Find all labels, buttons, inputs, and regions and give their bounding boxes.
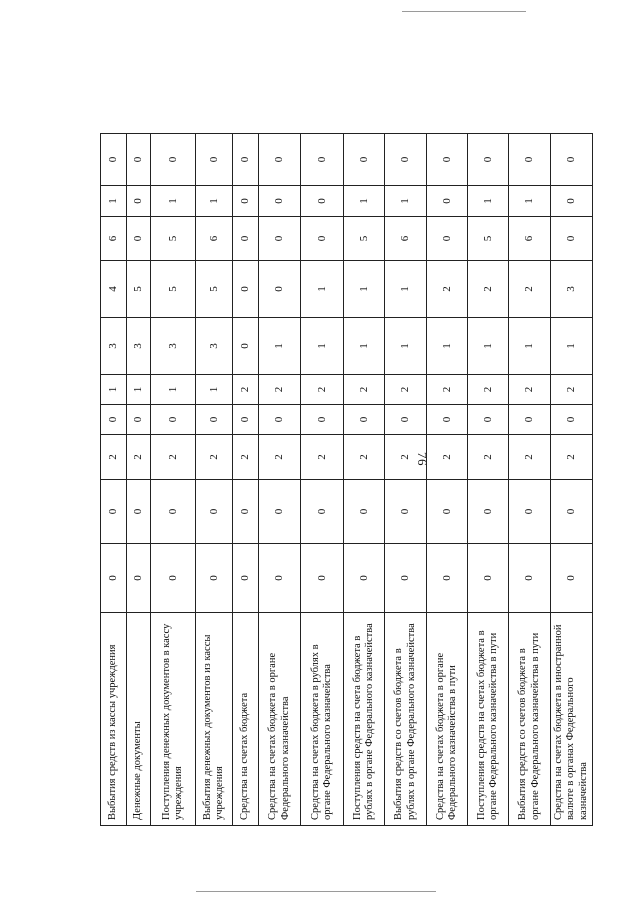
code-digit-cell: 1 — [509, 318, 551, 375]
row-label: Средства на счетах бюджета в органе Федерального казначейства в пути — [427, 613, 468, 826]
code-digit-cell: 0 — [551, 217, 593, 261]
scan-edge-bottom — [196, 891, 436, 892]
code-digit-cell: 2 — [301, 375, 344, 405]
code-digit-cell: 0 — [427, 217, 468, 261]
code-digit-cell: 0 — [551, 544, 593, 613]
code-digit-cell: 2 — [301, 435, 344, 480]
code-digit-cell: 0 — [385, 544, 427, 613]
code-digit-cell: 0 — [233, 544, 259, 613]
code-digit-cell: 0 — [259, 544, 301, 613]
row-label: Поступления средств на счета бюджета в рублях в органе Федерального казначейства — [344, 613, 385, 826]
code-digit-cell: 0 — [344, 134, 385, 186]
code-digit-cell: 2 — [344, 375, 385, 405]
code-digit-cell: 1 — [385, 261, 427, 318]
table-row — [385, 134, 427, 826]
code-digit-cell: 6 — [385, 217, 427, 261]
code-digit-cell: 0 — [259, 480, 301, 544]
code-digit-cell: 0 — [151, 544, 196, 613]
code-digit-cell: 0 — [259, 186, 301, 217]
code-digit-cell: 6 — [101, 217, 127, 261]
code-digit-cell: 0 — [259, 405, 301, 435]
row-label: Денежные документы — [127, 613, 151, 826]
code-digit-cell: 0 — [127, 217, 151, 261]
code-digit-cell: 1 — [385, 186, 427, 217]
code-digit-cell: 0 — [233, 318, 259, 375]
code-digit-cell: 0 — [127, 134, 151, 186]
code-digit-cell: 0 — [259, 134, 301, 186]
code-digit-cell: 0 — [101, 134, 127, 186]
code-digit-cell: 2 — [509, 435, 551, 480]
code-digit-cell: 0 — [127, 405, 151, 435]
row-label: Выбытия средств со счетов бюджета в рублях в органе Федерального казначейства — [385, 613, 427, 826]
code-digit-cell: 1 — [127, 375, 151, 405]
code-digit-cell: 1 — [101, 375, 127, 405]
code-digit-cell: 2 — [385, 375, 427, 405]
code-digit-cell: 1 — [301, 318, 344, 375]
code-digit-cell: 0 — [385, 134, 427, 186]
code-digit-cell: 0 — [344, 405, 385, 435]
code-digit-cell: 1 — [101, 186, 127, 217]
code-digit-cell: 0 — [385, 480, 427, 544]
code-digit-cell: 0 — [301, 405, 344, 435]
code-digit-cell: 0 — [468, 544, 509, 613]
code-digit-cell: 1 — [468, 318, 509, 375]
table-row — [233, 134, 259, 826]
code-digit-cell: 0 — [509, 544, 551, 613]
code-digit-cell: 0 — [468, 480, 509, 544]
code-digit-cell: 0 — [385, 405, 427, 435]
code-digit-cell: 0 — [551, 134, 593, 186]
code-digit-cell: 0 — [259, 261, 301, 318]
code-digit-cell: 0 — [233, 134, 259, 186]
table-row — [344, 134, 385, 826]
code-digit-cell: 0 — [151, 405, 196, 435]
code-digit-cell: 4 — [101, 261, 127, 318]
code-digit-cell: 0 — [301, 217, 344, 261]
code-digit-cell: 2 — [196, 435, 233, 480]
code-digit-cell: 0 — [551, 186, 593, 217]
code-digit-cell: 0 — [151, 134, 196, 186]
code-digit-cell: 0 — [233, 186, 259, 217]
code-digit-cell: 0 — [101, 544, 127, 613]
code-digit-cell: 0 — [233, 217, 259, 261]
code-digit-cell: 2 — [468, 375, 509, 405]
row-label: Средства на счетах бюджета в рублях в органе Федерального казначейства — [301, 613, 344, 826]
code-digit-cell: 0 — [196, 544, 233, 613]
code-digit-cell: 2 — [233, 375, 259, 405]
table-row — [151, 134, 196, 826]
code-digit-cell: 0 — [468, 134, 509, 186]
code-digit-cell: 6 — [196, 217, 233, 261]
code-digit-cell: 2 — [427, 261, 468, 318]
code-digit-cell: 3 — [551, 261, 593, 318]
code-digit-cell: 0 — [196, 405, 233, 435]
code-digit-cell: 3 — [151, 318, 196, 375]
code-digit-cell: 0 — [233, 480, 259, 544]
code-digit-cell: 2 — [427, 435, 468, 480]
code-digit-cell: 0 — [233, 405, 259, 435]
table-row — [509, 134, 551, 826]
code-digit-cell: 5 — [468, 217, 509, 261]
accounts-table — [100, 133, 593, 826]
code-digit-cell: 2 — [259, 435, 301, 480]
row-label: Выбытия средств из кассы учреждения — [101, 613, 127, 826]
code-digit-cell: 0 — [301, 544, 344, 613]
code-digit-cell: 2 — [127, 435, 151, 480]
code-digit-cell: 6 — [509, 217, 551, 261]
code-digit-cell: 0 — [151, 480, 196, 544]
row-label: Средства на счетах бюджета — [233, 613, 259, 826]
code-digit-cell: 0 — [468, 405, 509, 435]
table-row — [196, 134, 233, 826]
code-digit-cell: 0 — [427, 134, 468, 186]
table-row — [259, 134, 301, 826]
code-digit-cell: 0 — [509, 134, 551, 186]
code-digit-cell: 0 — [101, 480, 127, 544]
code-digit-cell: 5 — [196, 261, 233, 318]
scan-edge-top — [402, 11, 526, 12]
code-digit-cell: 0 — [101, 405, 127, 435]
code-digit-cell: 0 — [196, 480, 233, 544]
code-digit-cell: 3 — [127, 318, 151, 375]
code-digit-cell: 0 — [551, 480, 593, 544]
code-digit-cell: 1 — [301, 261, 344, 318]
code-digit-cell: 0 — [427, 544, 468, 613]
code-digit-cell: 5 — [151, 261, 196, 318]
row-label: Поступления денежных документов в кассу учреждения — [151, 613, 196, 826]
code-digit-cell: 0 — [509, 480, 551, 544]
code-digit-cell: 2 — [151, 435, 196, 480]
code-digit-cell: 5 — [344, 217, 385, 261]
code-digit-cell: 5 — [151, 217, 196, 261]
code-digit-cell: 1 — [344, 318, 385, 375]
code-digit-cell: 1 — [196, 375, 233, 405]
code-digit-cell: 0 — [301, 480, 344, 544]
code-digit-cell: 0 — [233, 261, 259, 318]
row-label: Выбытия средств со счетов бюджета в органе Федерального казначейства в пути — [509, 613, 551, 826]
page-number: 76 — [415, 452, 430, 466]
code-digit-cell: 1 — [551, 318, 593, 375]
code-digit-cell: 3 — [196, 318, 233, 375]
code-digit-cell: 2 — [344, 435, 385, 480]
table-row — [301, 134, 344, 826]
table-row — [427, 134, 468, 826]
code-digit-cell: 2 — [551, 435, 593, 480]
row-label: Средства на счетах бюджета в органе Федерального казначейства — [259, 613, 301, 826]
row-label: Средства на счетах бюджета в иностранной валюте в органах Федерального казначейства — [551, 613, 593, 826]
rotated-table-wrapper — [100, 134, 589, 826]
code-digit-cell: 2 — [468, 261, 509, 318]
code-digit-cell: 5 — [127, 261, 151, 318]
code-digit-cell: 1 — [196, 186, 233, 217]
code-digit-cell: 2 — [385, 435, 427, 480]
code-digit-cell: 0 — [196, 134, 233, 186]
row-label: Поступления средств на счетах бюджета в органе Федерального казначейства в пути — [468, 613, 509, 826]
code-digit-cell: 0 — [127, 480, 151, 544]
code-digit-cell: 1 — [468, 186, 509, 217]
code-digit-cell: 0 — [127, 544, 151, 613]
code-digit-cell: 0 — [427, 480, 468, 544]
code-digit-cell: 0 — [509, 405, 551, 435]
code-digit-cell: 1 — [509, 186, 551, 217]
code-digit-cell: 2 — [509, 375, 551, 405]
code-digit-cell: 0 — [551, 405, 593, 435]
code-digit-cell: 1 — [259, 318, 301, 375]
code-digit-cell: 1 — [385, 318, 427, 375]
code-digit-cell: 2 — [101, 435, 127, 480]
table-row — [127, 134, 151, 826]
code-digit-cell: 2 — [509, 261, 551, 318]
code-digit-cell: 0 — [301, 134, 344, 186]
code-digit-cell: 2 — [468, 435, 509, 480]
table-row — [101, 134, 127, 826]
code-digit-cell: 0 — [344, 544, 385, 613]
code-digit-cell: 0 — [427, 405, 468, 435]
code-digit-cell: 2 — [427, 375, 468, 405]
code-digit-cell: 2 — [259, 375, 301, 405]
code-digit-cell: 0 — [344, 480, 385, 544]
code-digit-cell: 1 — [151, 375, 196, 405]
code-digit-cell: 1 — [344, 186, 385, 217]
code-digit-cell: 1 — [427, 318, 468, 375]
code-digit-cell: 2 — [551, 375, 593, 405]
code-digit-cell: 0 — [427, 186, 468, 217]
row-label: Выбытия денежных документов из кассы учреждения — [196, 613, 233, 826]
code-digit-cell: 3 — [101, 318, 127, 375]
code-digit-cell: 0 — [259, 217, 301, 261]
code-digit-cell: 1 — [151, 186, 196, 217]
code-digit-cell: 2 — [233, 435, 259, 480]
code-digit-cell: 0 — [127, 186, 151, 217]
table-row — [468, 134, 509, 826]
table-row — [551, 134, 593, 826]
code-digit-cell: 0 — [301, 186, 344, 217]
code-digit-cell: 1 — [344, 261, 385, 318]
